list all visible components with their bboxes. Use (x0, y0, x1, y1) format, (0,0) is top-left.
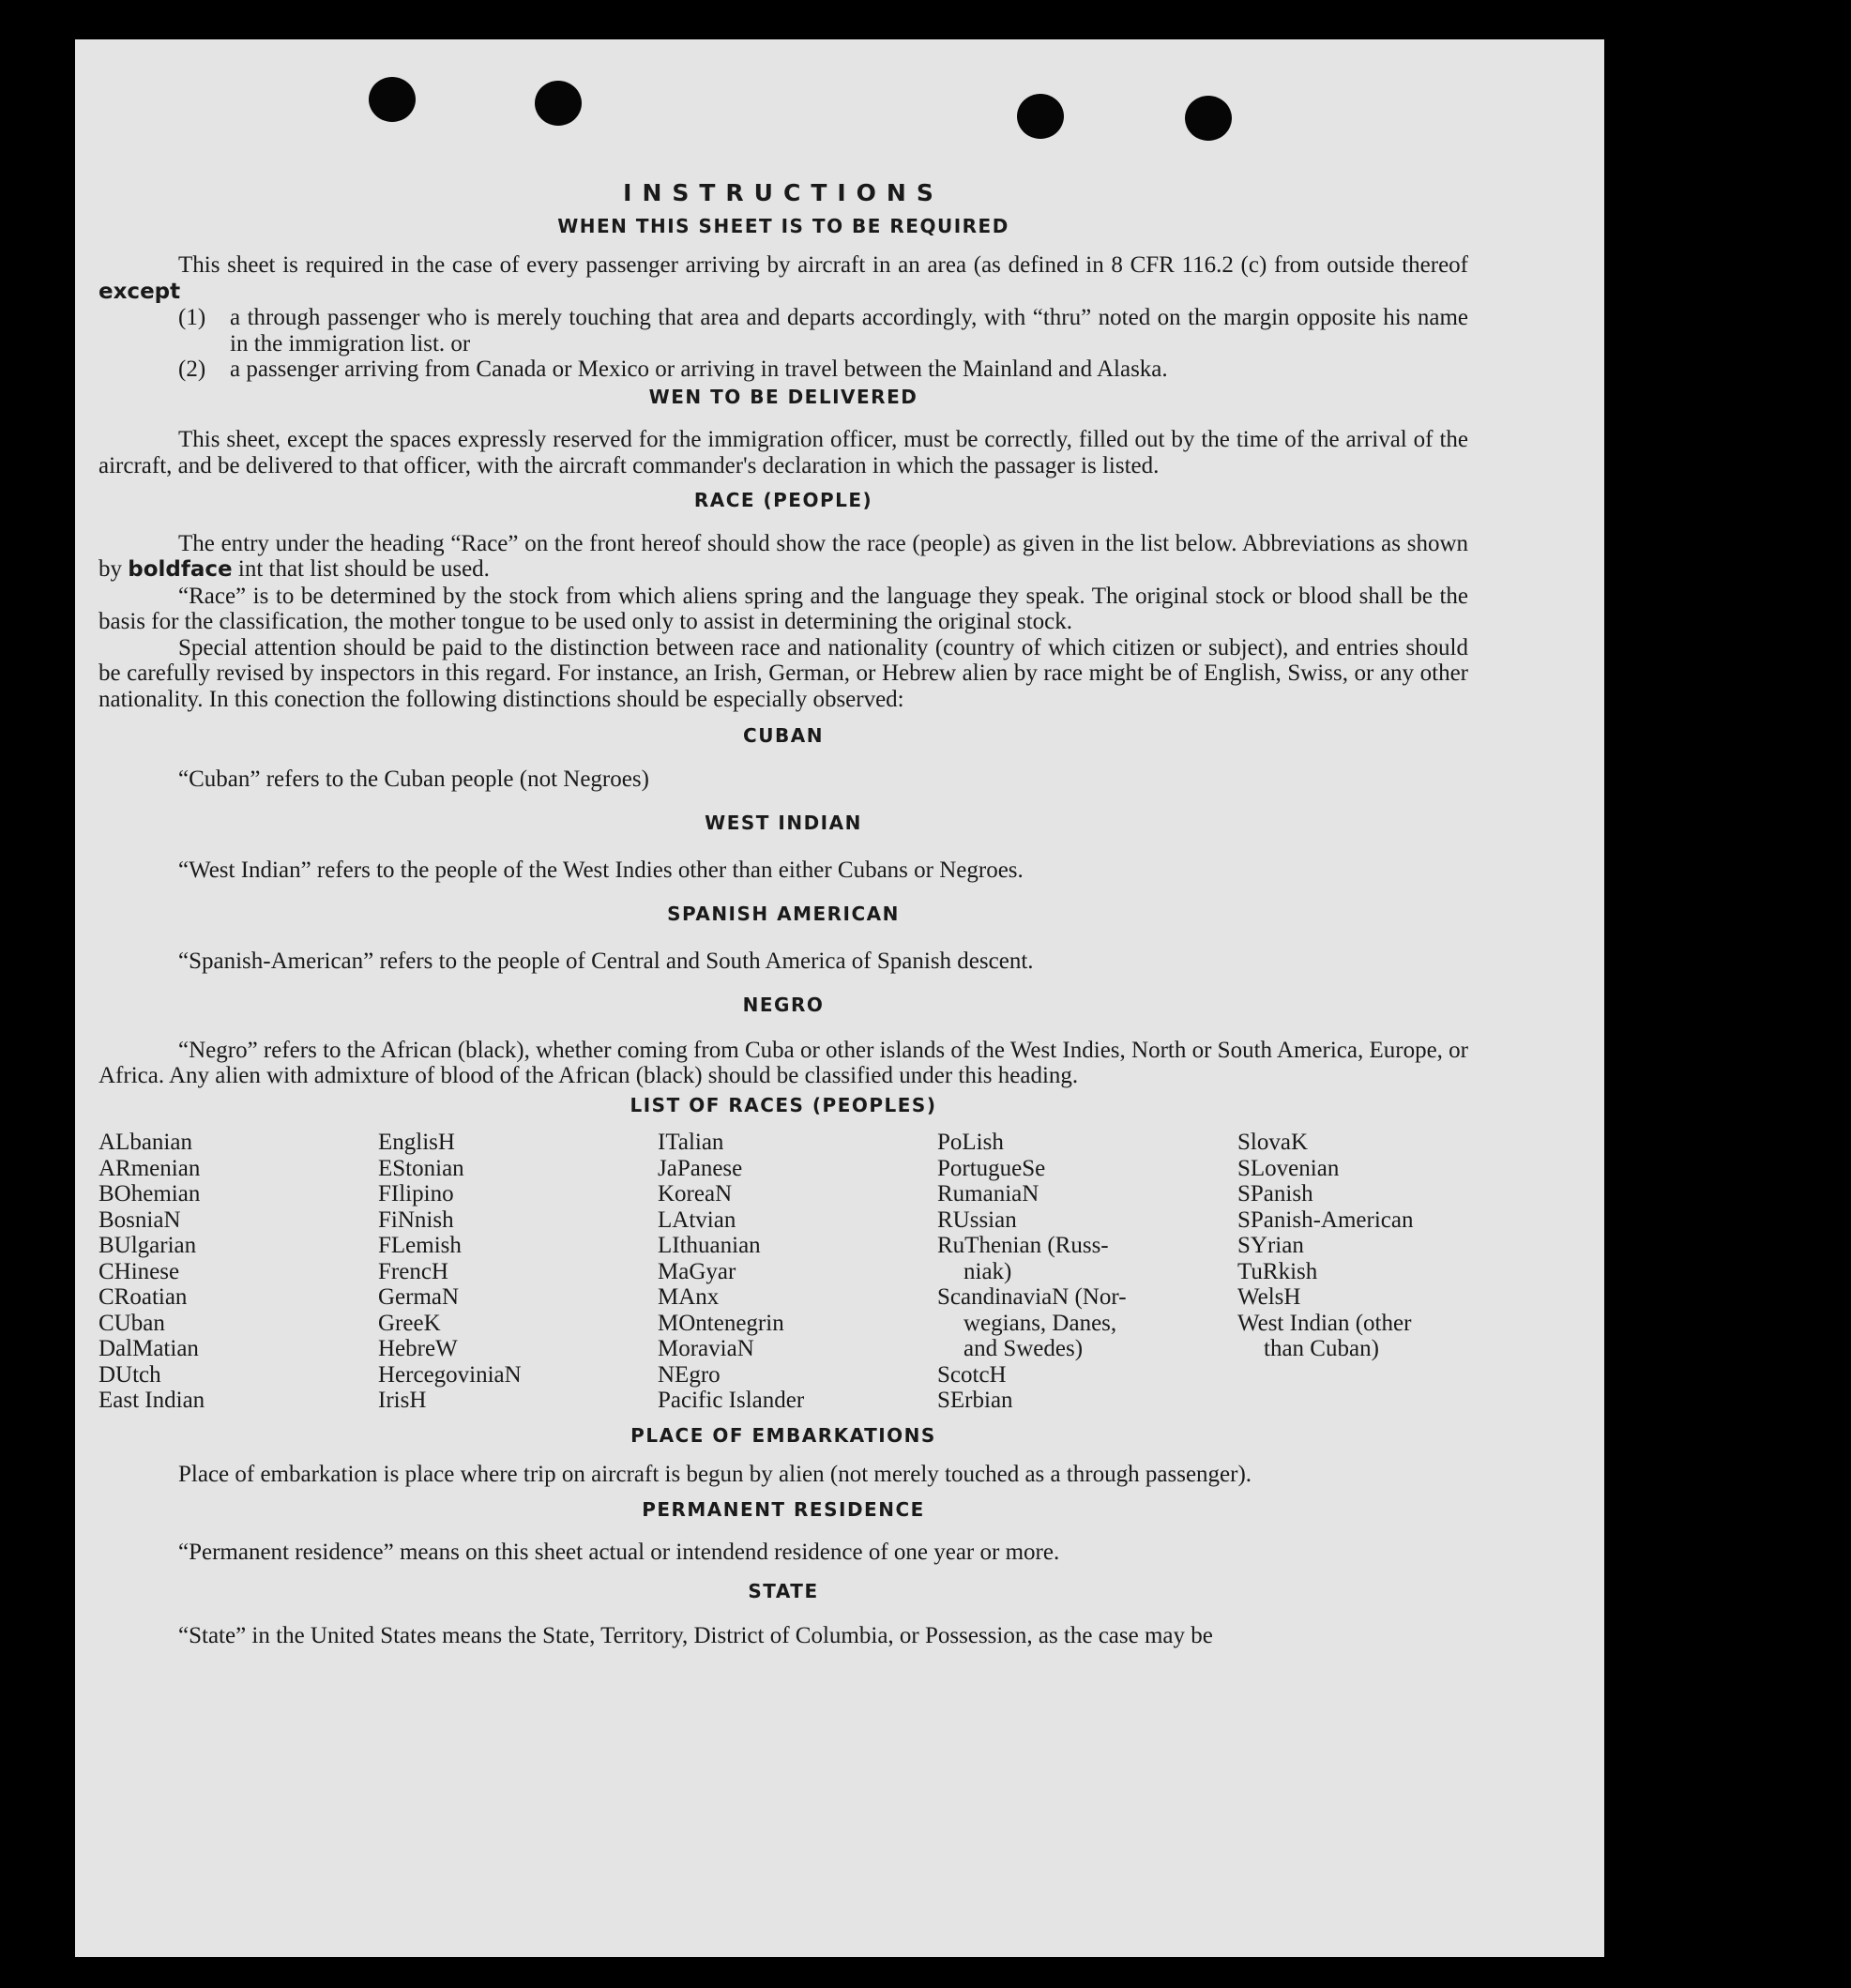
race-item: SErbian (937, 1388, 1013, 1413)
paragraph-text: This sheet is required in the case of every passenger arriving by aircraft in an area (as defined in 8 CFR 116.2 (c) from outside thereof (178, 252, 1468, 278)
item-number: (2) (178, 357, 206, 382)
race-item: LAtvian (658, 1206, 736, 1233)
bold-text: boldface (128, 557, 233, 582)
page-title: INSTRUCTIONS (623, 179, 944, 206)
race-item: CHinese (99, 1258, 180, 1284)
paragraph: “Permanent residence” means on this sheet actual or intendend residence of one year or more. (178, 1540, 1060, 1565)
race-item: niak) (963, 1258, 1012, 1284)
item-text: a passenger arriving from Canada or Mexico or arriving in travel between the Mainland and Alaska. (230, 357, 1168, 382)
race-item: than Cuban) (1264, 1336, 1379, 1361)
race-item: DalMatian (99, 1336, 199, 1361)
race-item: RumaniaN (937, 1181, 1039, 1206)
paragraph: “Negro” refers to the African (black), whether coming from Cuba or other islands of the West Indies, North or South America, Europe, or Africa. Any alien with admixture of blood of the African (black) should be classified under this heading. (99, 1037, 1468, 1088)
document-body (99, 180, 1468, 1649)
paragraph: “State” in the United States means the State, Territory, District of Columbia, or Possession, as the case may be (178, 1623, 1213, 1648)
race-item: MaGyar (658, 1258, 736, 1284)
paragraph: Place of embarkation is place where trip on aircraft is begun by alien (not merely touched as a through passenger). (178, 1462, 1252, 1487)
punch-hole (535, 81, 582, 126)
section-heading: WEN TO BE DELIVERED (648, 385, 918, 408)
race-item: BosniaN (99, 1206, 181, 1233)
race-item: ScandinaviaN (Nor- (937, 1284, 1127, 1310)
race-item: RuThenian (Russ- (937, 1233, 1109, 1258)
race-item: ScotcH (937, 1361, 1007, 1388)
race-item: KoreaN (658, 1181, 733, 1206)
item-text: a through passenger who is merely touching that area and departs accordingly, with “thru” noted on the margin opposite his name in the immigration list. or (230, 305, 1468, 357)
paragraph: “Spanish-American” refers to the people of Central and South America of Spanish descent. (178, 948, 1034, 974)
race-item: SlovaK (1237, 1130, 1308, 1155)
section-heading: CUBAN (743, 724, 824, 747)
race-item: SPanish-American (1237, 1206, 1414, 1233)
punch-hole (1185, 96, 1232, 141)
race-item: FLemish (378, 1233, 462, 1258)
race-item: East Indian (99, 1388, 205, 1413)
race-column (658, 1130, 937, 1414)
document-sheet (75, 39, 1604, 1957)
punch-hole (369, 77, 416, 122)
race-item: and Swedes) (963, 1336, 1084, 1361)
race-item: ALbanian (99, 1130, 192, 1155)
race-column (378, 1130, 658, 1414)
race-item: JaPanese (658, 1155, 743, 1181)
race-item: EnglisH (378, 1130, 455, 1155)
section-heading: NEGRO (742, 994, 825, 1016)
section-heading: SPANISH AMERICAN (667, 903, 900, 925)
race-item: RUssian (937, 1206, 1017, 1233)
paragraph-text: The entry under the heading “Race” on the front hereof should show the race (people) as given in the list below. Abbreviations as shown by (99, 530, 1468, 582)
race-item: PortugueSe (937, 1155, 1046, 1181)
race-item: DUtch (99, 1361, 161, 1388)
race-item: TuRkish (1237, 1258, 1318, 1284)
paragraph (99, 252, 1468, 305)
paragraph: “Race” is to be determined by the stock from which aliens spring and the language they speak. The original stock or blood shall be the basis for the classification, the mother tongue to be used only to assist in determining the original stock. (99, 583, 1468, 634)
list-item (99, 305, 1468, 357)
paragraph (99, 531, 1468, 584)
race-item: MoraviaN (658, 1336, 754, 1361)
race-item: HercegoviniaN (378, 1361, 522, 1388)
item-number: (1) (178, 305, 206, 330)
race-item: CRoatian (99, 1284, 188, 1310)
paragraph-text: int that list should be used. (237, 556, 490, 582)
section-heading: PERMANENT RESIDENCE (642, 1497, 925, 1521)
section-heading: WHEN THIS SHEET IS TO BE REQUIRED (557, 214, 1009, 237)
race-column (1237, 1130, 1463, 1414)
race-item: BUlgarian (99, 1233, 197, 1258)
paragraph: Special attention should be paid to the distinction between race and nationality (country of which citizen or subject), and entries should be carefully revised by inspectors in this regard. For instance, an Irish, German, or Hebrew alien by race might be of English, Swiss, or any other nationality. In this conection the following distinctions should be especially observed: (99, 634, 1468, 712)
paragraph: “Cuban” refers to the Cuban people (not Negroes) (178, 766, 649, 792)
race-item: MOntenegrin (658, 1310, 784, 1336)
race-item: FiNnish (378, 1206, 454, 1233)
paragraph: This sheet, except the spaces expressly reserved for the immigration officer, must be correctly, filled out by the time of the arrival of the aircraft, and be delivered to that officer, with the aircraft commander's declaration in which the passager is listed. (99, 427, 1468, 478)
race-item: LIthuanian (658, 1233, 761, 1258)
race-column (937, 1130, 1237, 1414)
section-heading: PLACE OF EMBARKATIONS (630, 1423, 936, 1447)
race-item: FrencH (378, 1258, 448, 1284)
section-heading: WEST INDIAN (705, 812, 862, 834)
list-item (99, 357, 1468, 383)
race-item: EStonian (378, 1155, 464, 1181)
race-item: ARmenian (99, 1155, 201, 1181)
race-item: SYrian (1237, 1233, 1304, 1258)
section-heading: LIST OF RACES (PEOPLES) (630, 1093, 937, 1116)
punch-hole (1017, 94, 1064, 139)
race-item: IrisH (378, 1388, 427, 1413)
race-list (99, 1130, 1468, 1414)
race-item: SLovenian (1237, 1155, 1340, 1181)
section-heading: RACE (PEOPLE) (693, 489, 873, 511)
bold-text: except (99, 279, 181, 304)
race-item: WelsH (1237, 1284, 1301, 1310)
race-item: wegians, Danes, (963, 1310, 1117, 1336)
race-item: HebreW (378, 1336, 458, 1361)
race-item: NEgro (658, 1361, 721, 1388)
race-item: FIlipino (378, 1181, 454, 1206)
race-item: GreeK (378, 1310, 441, 1336)
paragraph: “West Indian” refers to the people of the West Indies other than either Cubans or Negroes. (178, 857, 1024, 883)
race-item: West Indian (other (1237, 1310, 1412, 1336)
race-item: SPanish (1237, 1181, 1313, 1206)
race-item: CUban (99, 1310, 165, 1336)
race-item: PoLish (937, 1130, 1004, 1155)
race-item: GermaN (378, 1284, 460, 1310)
race-item: ITalian (658, 1130, 724, 1155)
race-column (99, 1130, 378, 1414)
race-item: Pacific Islander (658, 1388, 805, 1413)
race-item: BOhemian (99, 1181, 201, 1206)
race-item: MAnx (658, 1284, 720, 1310)
section-heading: STATE (748, 1579, 819, 1602)
